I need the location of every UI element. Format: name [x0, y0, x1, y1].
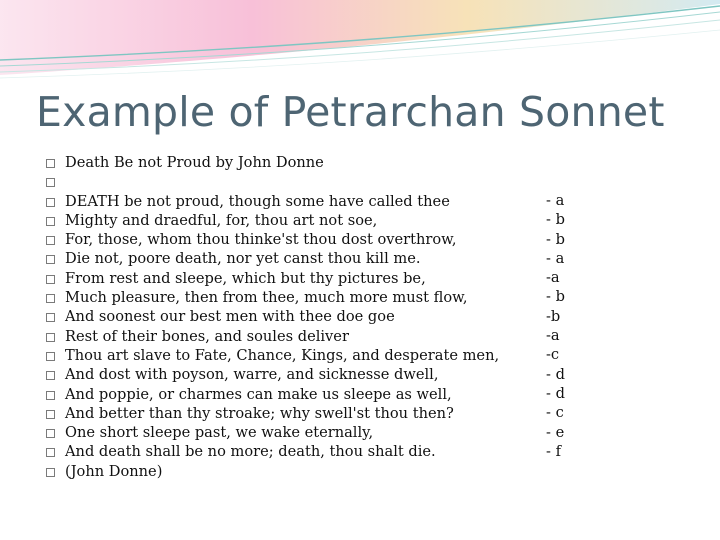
list-item	[46, 230, 499, 249]
rhyme-label: - a	[546, 192, 565, 209]
bullet-box-icon	[46, 468, 55, 477]
list-item	[46, 346, 499, 365]
bullet-box-icon	[46, 236, 55, 245]
bullet-box-icon	[46, 159, 55, 168]
sonnet-lines	[46, 153, 499, 481]
list-item	[46, 462, 499, 481]
rhyme-label: - b	[546, 288, 565, 306]
sonnet-line: Rest of their bones, and soules deliver	[65, 327, 349, 345]
bullet-box-icon	[46, 371, 55, 380]
list-item	[46, 269, 499, 288]
sonnet-line: For, those, whom thou thinke'st thou dost overthrow,	[65, 231, 457, 249]
list-item	[46, 211, 499, 230]
sonnet-line: Die not, poore death, nor yet canst thou kill me.	[65, 250, 421, 268]
sonnet-line: DEATH be not proud, though some have called thee	[65, 192, 450, 210]
rhyme-label: -b	[546, 307, 561, 325]
rhyme-label: -c	[546, 346, 560, 364]
bullet-box-icon	[46, 217, 55, 226]
list-item	[46, 307, 499, 326]
bullet-box-icon	[46, 275, 55, 284]
rhyme-label: - f	[546, 442, 561, 460]
rhyme-label: - b	[546, 211, 565, 229]
bullet-box-icon	[46, 448, 55, 457]
sonnet-line: And better than thy stroake; why swell'st thou then?	[65, 404, 454, 422]
list-item	[46, 423, 499, 442]
bullet-box-icon	[46, 352, 55, 361]
sonnet-line: Thou art slave to Fate, Chance, Kings, and desperate men,	[65, 346, 500, 364]
list-item	[46, 172, 499, 191]
list-item	[46, 192, 499, 211]
rhyme-label: - d	[546, 384, 565, 402]
bullet-box-icon	[46, 313, 55, 322]
bullet-box-icon	[46, 178, 55, 187]
list-item	[46, 385, 499, 404]
rhyme-label: -a	[546, 327, 560, 345]
bullet-box-icon	[46, 429, 55, 438]
decorative-banner	[0, 0, 720, 90]
sonnet-line: (John Donne)	[65, 462, 163, 480]
list-item	[46, 327, 499, 346]
bullet-box-icon	[46, 198, 55, 207]
bullet-box-icon	[46, 255, 55, 264]
slide-title: Example of Petrarchan Sonnet	[36, 88, 665, 136]
bullet-box-icon	[46, 391, 55, 400]
list-item	[46, 153, 499, 172]
list-item	[46, 288, 499, 307]
sonnet-line: And poppie, or charmes can make us sleepe as well,	[65, 385, 452, 403]
rhyme-label: - c	[546, 404, 564, 422]
rhyme-label: - b	[546, 230, 565, 248]
sonnet-line: Death Be not Proud by John Donne	[65, 154, 324, 171]
rhyme-scheme	[546, 191, 565, 461]
rhyme-label: - a	[546, 249, 565, 267]
sonnet-line: From rest and sleepe, which but thy pictures be,	[65, 269, 426, 287]
list-item	[46, 249, 499, 268]
list-item	[46, 404, 499, 423]
sonnet-line: And dost with poyson, warre, and sicknesse dwell,	[65, 366, 439, 384]
sonnet-line: Much pleasure, then from thee, much more must flow,	[65, 289, 468, 307]
rhyme-label: - d	[546, 365, 565, 383]
rhyme-label: -a	[546, 269, 560, 287]
bullet-box-icon	[46, 294, 55, 303]
rhyme-label: - e	[546, 423, 565, 441]
sonnet-line: And soonest our best men with thee doe goe	[65, 308, 395, 326]
list-item	[46, 442, 499, 461]
bullet-box-icon	[46, 333, 55, 342]
bullet-box-icon	[46, 410, 55, 419]
list-item	[46, 365, 499, 384]
sonnet-line: Mighty and draedful, for, thou art not soe,	[65, 211, 378, 229]
sonnet-line: And death shall be no more; death, thou shalt die.	[65, 443, 436, 461]
sonnet-line: One short sleepe past, we wake eternally,	[65, 424, 374, 442]
